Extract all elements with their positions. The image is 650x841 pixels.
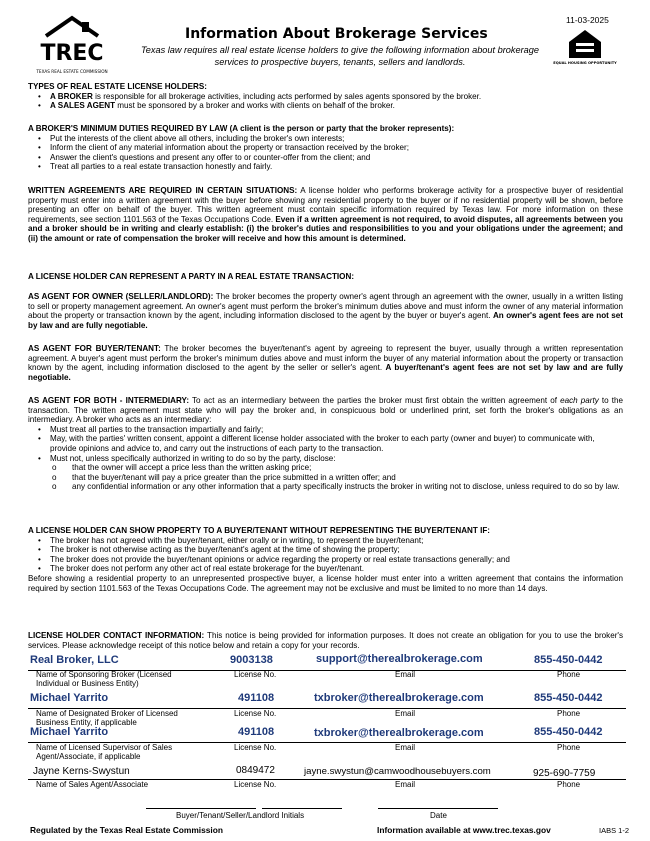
list-item: • A BROKER is responsible for all brokerage activities, including acts performed by sales agents sponsored by the broker. — [28, 92, 623, 102]
eho-text: EQUAL HOUSING OPPORTUNITY — [553, 61, 617, 65]
supervisor-email[interactable]: txbroker@therealbrokerage.com — [314, 727, 484, 739]
list-item: • The broker does not provide the buyer/tenant opinions or advice regarding the property or real estate transactions generally; and — [28, 555, 623, 565]
list-item: • Inform the client of any material information about the property or transaction received by the broker; — [28, 143, 623, 153]
list-item: • The broker has not agreed with the buyer/tenant, either orally or in writing, to represent the buyer/tenant; — [28, 536, 623, 546]
sponsoring-broker-name[interactable]: Real Broker, LLC — [30, 654, 119, 666]
sponsoring-broker-label: Name of Sponsoring Broker (Licensed Individual or Business Entity) — [36, 670, 172, 688]
buyer-paragraph: AS AGENT FOR BUYER/TENANT: The broker becomes the buyer/tenant's agent by agreeing to represent the buyer, usually through a written representation agreement. A buyer's agent must perform the broker's minimum duties above and must inform the buyer of any material information about the property or transaction known by the agent, including information disclosed to the agent by the seller or seller's agent. A buyer/tenant's agent fees are not set by law and are fully negotiable. — [28, 344, 624, 382]
phone-label: Phone — [557, 780, 581, 789]
supervisor-label: Name of Licensed Supervisor of Sales Agent/Associate, if applicable — [36, 743, 173, 761]
sponsoring-broker-license[interactable]: 9003138 — [230, 654, 273, 666]
show-section — [28, 526, 623, 593]
date-label: Date — [430, 811, 447, 820]
intermediary-paragraph: AS AGENT FOR BOTH - INTERMEDIARY: To act as an intermediary between the parties the broker must first obtain the written agreement of each party to the transaction. The written agreement must state who will pay the broker and, in conspicuous bold or underlined print, set forth the broker's obligations as an intermediary. A broker who acts as an intermediary: — [28, 396, 624, 425]
designated-broker-email[interactable]: txbroker@therealbrokerage.com — [314, 692, 484, 704]
sales-agent-label: Name of Sales Agent/Associate — [36, 780, 149, 789]
list-item: • Treat all parties to a real estate transaction honestly and fairly. — [28, 162, 623, 172]
footer-left: Regulated by the Texas Real Estate Commission — [30, 825, 223, 835]
license-label: License No. — [234, 709, 277, 718]
sales-agent-email[interactable]: jayne.swystun@camwoodhousebuyers.com — [304, 766, 491, 777]
list-item: • Must treat all parties to the transaction impartially and fairly; — [28, 425, 623, 435]
phone-label: Phone — [557, 709, 581, 718]
sales-agent-name[interactable]: Jayne Kerns-Swystun — [33, 766, 130, 777]
email-label: Email — [395, 670, 416, 679]
equal-housing-icon — [553, 26, 617, 73]
list-item: • A SALES AGENT must be sponsored by a broker and works with clients on behalf of the broker. — [28, 101, 623, 111]
logo-subtext: TEXAS REAL ESTATE COMMISSION — [36, 69, 108, 74]
represent-section — [28, 272, 623, 282]
buyer-section — [28, 344, 623, 382]
email-label: Email — [395, 780, 416, 789]
license-label: License No. — [234, 780, 277, 789]
list-item: • Answer the client's questions and present any offer to or counter-offer from the client; and — [28, 153, 623, 163]
owner-section — [28, 292, 623, 330]
types-section — [28, 82, 623, 111]
types-heading: TYPES OF REAL ESTATE LICENSE HOLDERS: — [28, 82, 207, 91]
supervisor-license[interactable]: 491108 — [238, 726, 275, 738]
list-item: o that the buyer/tenant will pay a price greater than the price submitted in a written offer; and — [28, 473, 623, 483]
sponsoring-broker-phone[interactable]: 855-450-0442 — [534, 654, 603, 666]
sponsoring-broker-email[interactable]: support@therealbrokerage.com — [316, 653, 483, 665]
list-item: o that the owner will accept a price less than the written asking price; — [28, 463, 623, 473]
trec-logo — [32, 14, 112, 79]
designated-broker-phone[interactable]: 855-450-0442 — [534, 692, 603, 704]
footer-right: Information available at www.trec.texas.gov — [377, 825, 551, 835]
sales-agent-phone[interactable]: 925-690-7759 — [533, 768, 596, 779]
initials-label: Buyer/Tenant/Seller/Landlord Initials — [176, 811, 305, 820]
list-item: o any confidential information or any other information that a party specifically instructs the broker in writing not to disclose, unless required to do so by law. — [28, 482, 623, 492]
phone-label: Phone — [557, 743, 581, 752]
sales-agent-license[interactable]: 0849472 — [236, 765, 275, 776]
designated-broker-label: Name of Designated Broker of Licensed Business Entity, if applicable — [36, 709, 178, 727]
contact-section — [28, 631, 623, 650]
form-number: IABS 1-2 — [599, 826, 630, 835]
duties-section — [28, 124, 623, 172]
show-after: Before showing a residential property to an unrepresented prospective buyer, a license holder must enter into a written agreement that contains the information required by section 1101.563 of the Texas Occupations Code. The agreement may not be exclusive and must be limited to no more than 14 days. — [28, 573, 623, 593]
contact-paragraph: LICENSE HOLDER CONTACT INFORMATION: This notice is being provided for information purposes. It does not create an obligation for you to use the broker's services. Please acknowledge receipt of this notice below and retain a copy for your records. — [28, 631, 624, 650]
designated-broker-license[interactable]: 491108 — [238, 692, 275, 704]
show-heading: A LICENSE HOLDER CAN SHOW PROPERTY TO A BUYER/TENANT WITHOUT REPRESENTING THE BUYER/TENANT IF: — [28, 526, 490, 535]
email-label: Email — [395, 709, 416, 718]
owner-paragraph: AS AGENT FOR OWNER (SELLER/LANDLORD): The broker becomes the property owner's agent through an agreement with the owner, usually in a written listing to sell or property management agreement. An owner's agent must perform the broker's minimum duties above and must inform the owner of any material information about the property or transaction known by the agent, including information disclosed to the agent by the buyer or buyer's agent. An owner's agent fees are not set by law and are fully negotiable. — [28, 292, 624, 330]
phone-label: Phone — [557, 670, 581, 679]
form-date: 11-03-2025 — [566, 15, 609, 25]
license-label: License No. — [234, 670, 277, 679]
logo-text: TREC — [40, 41, 104, 66]
list-item: • The broker does not perform any other act of real estate brokerage for the buyer/tenant. — [28, 564, 623, 574]
license-label: License No. — [234, 743, 277, 752]
email-label: Email — [395, 743, 416, 752]
list-item: • The broker is not otherwise acting as the buyer/tenant's agent at the time of showing the property; — [28, 545, 623, 555]
written-section — [28, 186, 623, 244]
list-item: • Must not, unless specifically authorized in writing to do so by the party, disclose: — [28, 454, 623, 464]
supervisor-name[interactable]: Michael Yarrito — [30, 726, 109, 738]
page-title: Information About Brokerage Services — [185, 26, 488, 42]
designated-broker-name[interactable]: Michael Yarrito — [30, 692, 109, 704]
list-item: • May, with the parties' written consent, appoint a different license holder associated with the broker to each party (owner and buyer) to communicate with, provide opinions and advice to, and carry out the instructions of each party to the transaction. — [28, 434, 623, 453]
intermediary-section — [28, 396, 623, 492]
supervisor-phone[interactable]: 855-450-0442 — [534, 726, 603, 738]
list-item: • Put the interests of the client above all others, including the broker's own interests; — [28, 134, 623, 144]
page-subtitle: Texas law requires all real estate license holders to give the following information about brokerage services to prospective buyers, tenants, sellers and landlords. — [140, 45, 539, 67]
written-paragraph: WRITTEN AGREEMENTS ARE REQUIRED IN CERTAIN SITUATIONS: A license holder who performs brokerage activity for a prospective buyer of residential property must enter into a written agreement with the buyer before showing any residential property to the buyer or if no residential property will be shown, before presenting an offer on behalf of the buyer. This written agreement must contain specific information required by Texas law. For more information on these requirements, see section 1101.563 of the Texas Occupations Code. Even if a written agreement is not required, to avoid disputes, all agreements between you and a broker should be in writing and clearly establish: (i) the broker's duties and responsibilities to you and your obligations under the agreement; and (ii) the amount or rate of compensation the broker will receive and how this amount is determined. — [28, 186, 623, 243]
represent-heading: A LICENSE HOLDER CAN REPRESENT A PARTY IN A REAL ESTATE TRANSACTION: — [28, 272, 355, 281]
duties-heading: A BROKER'S MINIMUM DUTIES REQUIRED BY LAW (A client is the person or party that the broker represents): — [28, 124, 455, 133]
